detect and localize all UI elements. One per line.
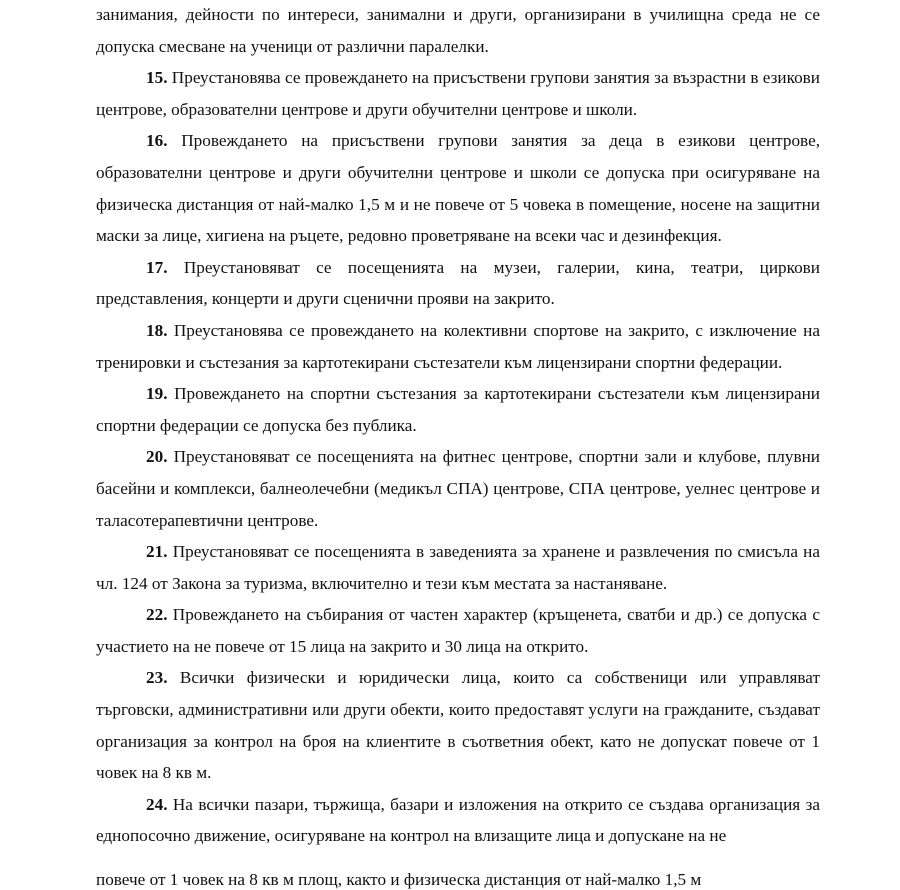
- paragraph-16: [96, 125, 820, 251]
- paragraph-text: Провеждането на спортни състезания за картотекирани състезатели към лицензирани спортни федерации се допуска без публика.: [96, 384, 820, 435]
- paragraph-number: 22.: [146, 605, 168, 625]
- paragraph-20: [96, 441, 820, 536]
- paragraph-number: 20.: [146, 447, 168, 467]
- paragraph-21: [96, 536, 820, 599]
- paragraph-number: 24.: [146, 794, 168, 814]
- paragraph-text: На всички пазари, тържища, базари и изложения на открито се създава организация за еднопосочно движение, осигуряване на контрол на влизащите лица и допускане на не: [96, 794, 820, 846]
- paragraph-17: [96, 252, 820, 315]
- paragraph-23: [96, 662, 820, 788]
- cut-off-line: повече от 1 човек на 8 кв м площ, както и физическа дистанция от най-малко 1,5 м: [96, 872, 702, 889]
- paragraph-number: 19.: [146, 384, 168, 404]
- document-body: [96, 0, 820, 852]
- paragraph-text: Преустановяват се посещенията на музеи, галерии, кина, театри, циркови представления, концерти и други сценични прояви на закрито.: [96, 257, 820, 309]
- paragraph-text: Преустановява се провеждането на колективни спортове на закрито, с изключение на тренировки и състезания за картотекирани състезатели към лицензирани спортни федерации.: [96, 320, 820, 372]
- paragraph-number: 18.: [146, 320, 168, 340]
- cut-off-line-container: [96, 872, 820, 890]
- paragraph-text: Всички физически и юридически лица, които са собственици или управляват търговски, административни или други обекти, които предоставят услуги на гражданите, създават организация за контрол на броя на клиентите в съответния обект, като не допускат повече от 1 човек на 8 кв м.: [96, 668, 820, 783]
- paragraph-number: 15.: [146, 68, 168, 88]
- paragraph-24: [96, 789, 820, 852]
- paragraph-19: [96, 378, 820, 441]
- paragraph-number: 23.: [146, 668, 168, 688]
- paragraph-text: Преустановяват се посещенията в заведенията за хранене и развлечения по смисъла на чл. 124 от Закона за туризма, включително и тези към местата за настаняване.: [96, 542, 820, 593]
- paragraph-text: Преустановяват се посещенията на фитнес центрове, спортни зали и клубове, плувни басейни и комплекси, балнеолечебни (медикъл СПА) центрове, СПА центрове, уелнес центрове и таласотерапевтични центрове.: [96, 447, 820, 530]
- paragraph-number: 16.: [146, 131, 168, 151]
- paragraph-22: [96, 599, 820, 662]
- paragraph-18: [96, 315, 820, 378]
- paragraph-number: 21.: [146, 542, 168, 562]
- paragraph-text: Преустановява се провеждането на присъствени групови занятия за възрастни в езикови центрове, образователни центрове и други обучителни центрове и школи.: [96, 68, 820, 119]
- paragraph-15: [96, 62, 820, 125]
- paragraph-number: 17.: [146, 257, 168, 277]
- paragraph-text: Провеждането на събирания от частен характер (кръщенета, сватби и др.) се допуска с участието на не повече от 15 лица на закрито и 30 лица на открито.: [96, 605, 820, 656]
- paragraph-text: Провеждането на присъствени групови занятия за деца в езикови центрове, образователни центрове и други обучителни центрове и школи се допуска при осигуряване на физическа дистанция от най-малко 1,5 м и не повече от 5 човека в помещение, носене на защитни маски за лице, хигиена на ръцете, редовно проветряване на всеки час и дезинфекция.: [96, 131, 820, 246]
- intro-paragraph: занимания, дейности по интереси, занимални и други, организирани в училищна среда не се допуска смесване на ученици от различни паралелки.: [96, 5, 820, 56]
